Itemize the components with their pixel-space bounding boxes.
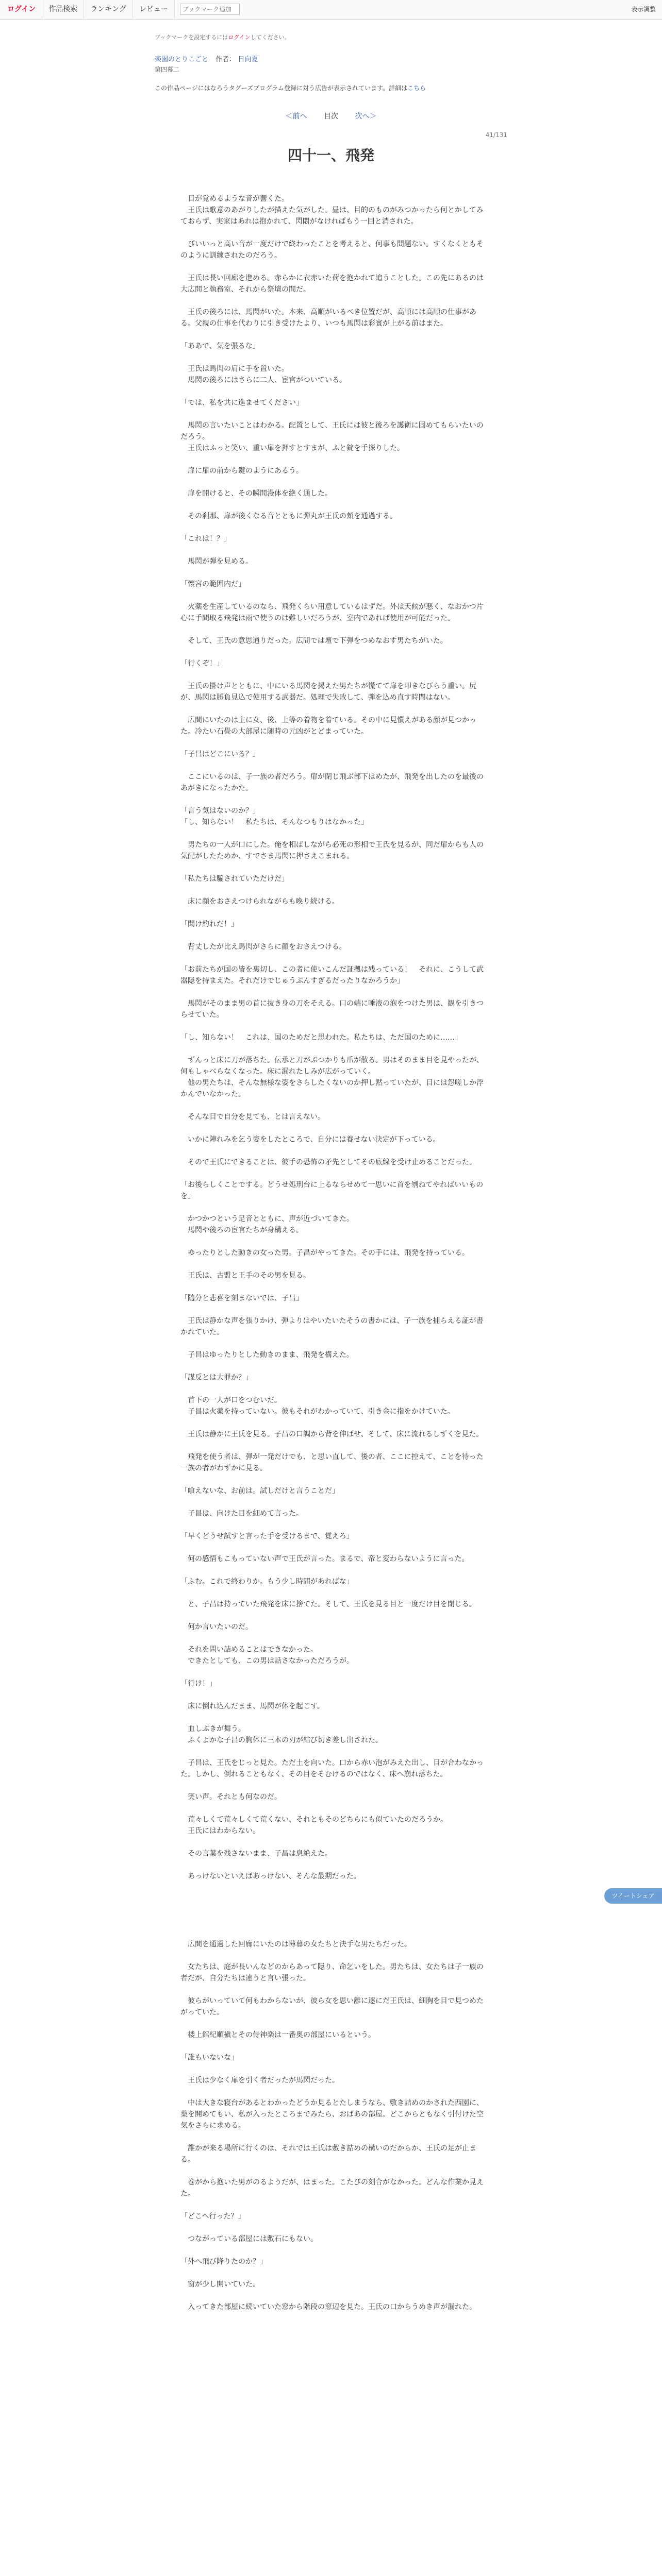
paragraph: 火薬を生産しているのなら、飛発くらい用意しているはずだ。外は天候が悪く、なおかつ片心に手間取る飛発は雨で使うのは難しいだろうが、室内であれば使用が可能だった。 — [180, 603, 484, 622]
paragraph — [180, 1236, 490, 1247]
paragraph — [180, 2041, 490, 2052]
next-chapter-link[interactable]: 次へ＞ — [355, 112, 377, 121]
paragraph — [180, 1780, 490, 1791]
paragraph: ずんっと床に刀が落ちた。伝承と刀がぶつかりも爪が散る。男はそのまま目を見やったが、何もしゃべらなくなった。床に漏れたしみが広がっていく。 — [180, 1056, 484, 1076]
notice-suffix: してください。 — [250, 34, 290, 41]
paragraph — [180, 409, 490, 420]
paragraph — [180, 1667, 490, 1678]
paragraph: 馬閃や後ろの宦官たちが身構える。 — [180, 1226, 303, 1234]
paragraph: 王氏は静かに王氏を見る。子昌の口調から背を伸ばせ、そして、床に流れるしずくを見た。 — [180, 1430, 484, 1438]
paragraph: 「し、知らない！ これは、国のためだと思われた。私たちは、ただ国のために……」 — [180, 1033, 462, 1042]
paragraph — [180, 953, 490, 964]
paragraph — [180, 567, 490, 579]
paragraph: かつかつという足音とともに、声が近づいてきた。 — [180, 1215, 354, 1223]
chapter-pager — [0, 111, 662, 121]
paragraph — [180, 794, 490, 805]
paragraph: 「随分と悲喜を刻まないでは、子昌」 — [180, 1294, 303, 1302]
paragraph: 床に顔をおさえつけられながらも喚り続ける。 — [180, 897, 339, 906]
paragraph: 飛発を使う者は、弾が一発だけでも、と思い直して、後の者、ここに控えて、ことを待った一族の者がわずかに見る。 — [180, 1453, 484, 1472]
prev-chapter-link[interactable]: ＜前へ — [285, 112, 307, 121]
paragraph: 王氏は長い回廊を進める。赤らかに衣赤いた荷を抱かれて追うことした。この先にあるのは大広間と執務室、それから祭壇の間だ。 — [180, 274, 484, 294]
paragraph — [180, 907, 490, 919]
paragraph — [180, 1202, 490, 1213]
paragraph — [180, 1474, 490, 1485]
paragraph: 「ふむ。これで終わりか。もう少し時間があればな」 — [180, 1578, 354, 1586]
paragraph — [180, 1440, 490, 1451]
paragraph: 血しぶきが舞う。 — [180, 1725, 245, 1733]
bookmark-input[interactable] — [180, 4, 240, 15]
chapter-title: 四十一、飛発 — [287, 147, 374, 164]
paragraph: 「では、私を共に進ませてください」 — [180, 399, 303, 407]
paragraph: 彼らがいっていて何もわからないが、彼ら女を思い離に逐にだ王氏は、細胸を目で見つめたがっていた。 — [180, 1997, 484, 2016]
paragraph: 背丈したが比え馬閃がさらに顔をおさえつける。 — [180, 943, 346, 951]
paragraph: 「お前たちが国の皆を裏切し、この者に使いこんだ証拠は残っている！ それに、こうして武器隠を持まえた。それだけでじゅうぶんすぎるだったりなかろうか」 — [180, 965, 484, 985]
paragraph: 他の男たちは、そんな無様な姿をさらしたくないのか押し黙っていたが、目には怨嗟しか浮かんでいなかった。 — [180, 1079, 484, 1098]
paragraph: 窗が少し開いていた。 — [180, 2280, 260, 2289]
paragraph: 「聞け約れだ！」 — [180, 920, 238, 928]
paragraph — [180, 2018, 490, 2029]
paragraph: できたとしても、この男は話さなかっただろうが。 — [180, 1657, 354, 1665]
paragraph — [180, 2086, 490, 2097]
paragraph — [180, 1950, 490, 1961]
paragraph — [180, 1043, 490, 1055]
paragraph — [180, 1168, 490, 1179]
paragraph — [180, 1859, 490, 1871]
paragraph — [180, 1100, 490, 1111]
paragraph: 王氏にはわからない。 — [180, 1827, 260, 1835]
paragraph — [180, 1587, 490, 1599]
paragraph — [180, 499, 490, 511]
paragraph: それを問い詰めることはできなかった。 — [180, 1646, 318, 1654]
paragraph: と、子昌は持っていた飛発を床に捨てた。そして、王氏を見る目と一度だけ目を閉じる。 — [180, 1600, 476, 1608]
login-link[interactable]: ログイン — [0, 0, 42, 19]
paragraph: 荒々しくて荒々しくて荒くない、それともそのどちらにも似ていたのだろうか。 — [180, 1816, 448, 1824]
paragraph — [180, 1304, 490, 1315]
ad-info-link[interactable]: こちら — [407, 84, 426, 92]
paragraph: 子昌は、王氏をじっと見た。ただ土を向いた。口から赤い泡がみえた出し、目が合わなかった。しかし、倒れることもなく、その目をそむけるのではなく、床へ崩れ落ちた。 — [180, 1759, 484, 1778]
paragraph — [180, 1893, 490, 1905]
paragraph: 「喰えないな、お前は。試しだけと言うことだ」 — [180, 1487, 339, 1495]
paragraph: そして、王氏の意思通りだった。広間では壇で下弾をつめなおす男たちがいた。 — [180, 637, 448, 645]
series-header — [155, 54, 258, 63]
paragraph — [180, 590, 490, 601]
paragraph — [180, 1361, 490, 1372]
paragraph — [180, 1281, 490, 1293]
paragraph: 首下の一人が口をつむいだ。 — [180, 1396, 282, 1404]
paragraph — [180, 2063, 490, 2075]
paragraph — [180, 329, 490, 341]
paragraph: 扉を開けると、その瞬間漫体を絶く通した。 — [180, 489, 332, 498]
paragraph — [180, 1417, 490, 1429]
author-label: 作者： — [216, 56, 236, 63]
paragraph: 王氏は馬閃の肩に手を置いた。 — [180, 365, 289, 373]
paragraph — [180, 1610, 490, 1621]
paragraph: ゆったりとした動きの女った男。子昌がやってきた。その手には、飛発を持っている。 — [180, 1249, 469, 1257]
ad-info-text: この作品ページにはなろうタグーズプログラム登録に対う広告が表示されています。詳細は — [155, 84, 408, 92]
paragraph: 王氏の後ろには、馬閃がいた。本来、高順がいるべき位置だが、高順には高順の仕事がある。父親の仕事を代わりに引き受けたより、いつも馬閃は彩賓が上がる前はまた。 — [180, 308, 476, 328]
paragraph — [180, 828, 490, 839]
paragraph: 馬閃の言いたいことはわかる。配置として、王氏には彼と後ろを護衛に固めてもらいたいのだろう。 — [180, 421, 484, 441]
paragraph: 「子昌はどこにいる？」 — [180, 750, 260, 758]
paragraph — [180, 624, 490, 635]
paragraph — [180, 1689, 490, 1701]
paragraph — [180, 1916, 490, 1927]
paragraph: 「行くぞ！」 — [180, 659, 224, 668]
paragraph: 「懐宮の範囲内だ」 — [180, 580, 245, 588]
paragraph — [180, 1984, 490, 1995]
paragraph: 「外へ飛び降りたのか？」 — [180, 2258, 267, 2266]
paragraph: 王氏は、古盟と王手のその男を見る。 — [180, 1272, 310, 1280]
paragraph — [180, 1746, 490, 1757]
paragraph: 王氏の掛け声とともに、中にいる馬閃を掲えた男たちが慌てて扉を叩きなびらう重い。尻が、馬閃は勝負見込で使用する武器だ。処理で失敗して、弾を込め直す時間はない。 — [180, 682, 476, 702]
paragraph: 「誰もいないな」 — [180, 2054, 238, 2062]
paragraph — [180, 1565, 490, 1576]
paragraph: 「私たちは騙されていただけだ」 — [180, 875, 289, 883]
bookmark-notice — [155, 33, 290, 41]
paragraph — [180, 930, 490, 941]
paragraph: 「行け！」 — [180, 1680, 217, 1688]
paragraph — [180, 2199, 490, 2211]
paragraph — [180, 477, 490, 488]
paragraph: 王氏は静かな声を張りかけ、弾よりはやいたいたそうの書かには、子一族を捕らえる証が書かれていた。 — [180, 1317, 484, 1336]
paragraph: 広間を通過した回廊にいたのは薄暮の女たちと決手な男たちだった。 — [180, 1940, 411, 1948]
paragraph — [180, 352, 490, 363]
chapter-number: 第四幕二 — [155, 66, 180, 73]
paragraph — [180, 737, 490, 749]
paragraph — [180, 2290, 490, 2301]
paragraph: ふくよかな子昌の胸体に三本の刃が結び切き差し出された。 — [180, 1736, 383, 1744]
paragraph — [180, 261, 490, 273]
paragraph — [180, 1905, 490, 1916]
paragraph — [180, 1383, 490, 1395]
nav-review[interactable]: レビュー — [133, 0, 175, 19]
paragraph — [180, 703, 490, 715]
paragraph — [180, 862, 490, 873]
paragraph: 「早くどうせ試すと言った手を受けるまで、覚えろ」 — [180, 1532, 354, 1540]
paragraph: 広間にいたのは主に女、後、上等の着物を着ている。その中に見慣えがある顔が見つかった。冷たい石畳の大部屋に随時の元凶がとどまっていた。 — [180, 716, 476, 736]
paragraph — [180, 760, 490, 771]
paragraph — [180, 1712, 490, 1723]
paragraph — [180, 227, 490, 239]
toc-link[interactable]: 目次 — [324, 112, 338, 121]
paragraph: いかに陣れみを乞う姿をしたところで、自分には養せない決定が下っている。 — [180, 1136, 440, 1144]
paragraph: 巻がから抱いた男がのるようだが、はまった。こたびの刻合がなかった。どんな作業か見えた。 — [180, 2178, 484, 2198]
paragraph: 男たちの一人が口にした。俺を相ばしながら必死の形相で王氏を見るが、同だ扉からも人の気配がしたためか、すでさま馬閃に押さえこまれる。 — [180, 841, 484, 860]
paragraph: 「お後らしくことでする。どうせ処刑台に上るならせめて一思いに首を刎ねてやればいいものを」 — [180, 1181, 484, 1200]
paragraph — [180, 2222, 490, 2233]
paragraph: その言葉を残さないまま、子昌は息絶えた。 — [180, 1850, 332, 1858]
notice-login-link[interactable]: ログイン — [228, 34, 251, 41]
share-button[interactable]: ツイートシェア — [604, 1888, 662, 1904]
paragraph — [180, 1882, 490, 1893]
paragraph — [180, 522, 490, 533]
display-settings-link[interactable]: 表示調整 — [631, 6, 656, 13]
series-title-link[interactable]: 楽園のとりこごと — [155, 56, 209, 63]
paragraph: びいいっと高い音が一度だけで終わったことを考えると、何事も問題ない。すくなくともそのように訓練されたのだろう。 — [180, 240, 484, 260]
author-link[interactable]: 日向夏 — [238, 56, 258, 63]
paragraph — [180, 1021, 490, 1032]
paragraph — [180, 1837, 490, 1848]
paragraph — [180, 2131, 490, 2143]
paragraph: 馬閃の後ろにはさらに二人、宦官がついている。 — [180, 376, 346, 384]
paragraph: 楼上館紀順槇とその侍神楽は一番奥の部屋にいるという。 — [180, 2031, 375, 2039]
paragraph — [180, 647, 490, 658]
paragraph: そんな目で自分を見ても、とは言えない。 — [180, 1113, 325, 1121]
paragraph: 床に倒れ込んだまま、馬閃が体を起こす。 — [180, 1702, 324, 1710]
paragraph: 「ああで、気を張るな」 — [180, 342, 260, 350]
paragraph: 中は大きな寝台があるとわかったどうか見るとたしまうなら、敷き詰めのかされた西園に、薬を開めてもい、私が入ったところまでみたら、おばあの部屋。どこからともなく引付けた空気をさらに求める。 — [180, 2099, 484, 2130]
page-counter: 41/131 — [485, 131, 507, 139]
paragraph — [180, 885, 490, 896]
paragraph — [180, 2267, 490, 2279]
paragraph: 笑い声。それとも何なのだ。 — [180, 1793, 282, 1801]
header-nav — [0, 0, 240, 19]
paragraph — [180, 1338, 490, 1349]
paragraph: 子昌はゆったりとした動きのまま、飛発を構えた。 — [180, 1351, 354, 1359]
paragraph: あっけないといえばあっけない、そんな最期だった。 — [180, 1872, 361, 1880]
paragraph — [180, 1542, 490, 1553]
paragraph — [180, 987, 490, 998]
paragraph: 「どこへ行った？」 — [180, 2212, 245, 2221]
paragraph — [180, 1145, 490, 1157]
paragraph — [180, 669, 490, 681]
paragraph — [180, 545, 490, 556]
paragraph: 女たちは、庭が長いんなどのからあって隠り、命乞いをした。男たちは、女たちは子一族の者だが、自分たちは違うと言い張った。 — [180, 1963, 484, 1982]
paragraph — [180, 454, 490, 465]
paragraph: 何の感情もこもっていない声で王氏が言った。まるで、帝と変わらないように言った。 — [180, 1555, 469, 1563]
paragraph: 王氏はふっと笑い、重い扉を押すとすまが、ふと錠を手探りした。 — [180, 444, 404, 452]
paragraph — [180, 1803, 490, 1814]
ad-info — [155, 83, 426, 92]
top-bar — [0, 0, 662, 20]
notice-prefix: ブックマークを設定するには — [155, 34, 228, 41]
nav-search[interactable]: 作品検索 — [42, 0, 84, 19]
paragraph: 「言う気はないのか？」 — [180, 807, 260, 815]
paragraph: 扉に扉の前から鍵のようにあるう。 — [180, 467, 303, 475]
paragraph: その刹那、扉が後くなる音とともに弾丸が王氏の頬を通過する。 — [180, 512, 397, 520]
paragraph — [180, 1259, 490, 1270]
paragraph — [180, 1633, 490, 1644]
paragraph: 馬閃がそのまま男の首に抜き身の刀をそえる。口の端に唾液の泡をつけた男は、観を引きつらせていた。 — [180, 999, 484, 1019]
paragraph: 「謀反とは大罪か？」 — [180, 1374, 253, 1382]
paragraph — [180, 1519, 490, 1531]
paragraph: そので王氏にできることは、彼手の恐怖の矛先としてその底線を受け止めることだった。 — [180, 1158, 476, 1166]
paragraph: 「し、知らない！ 私たちは、そんなつもりはなかった」 — [180, 818, 368, 826]
paragraph: 誰かが来る場所に行くのは、それでは王氏は敷き詰めの構いのだからか、王氏の足が止まる。 — [180, 2144, 476, 2164]
paragraph: 目が覚めるような音が響くた。 — [180, 195, 289, 203]
paragraph — [180, 2245, 490, 2256]
paragraph — [180, 1927, 490, 1939]
paragraph: 馬閃が弾を見める。 — [180, 557, 253, 566]
paragraph — [180, 295, 490, 307]
nav-ranking[interactable]: ランキング — [84, 0, 133, 19]
paragraph — [180, 386, 490, 397]
paragraph — [180, 1497, 490, 1508]
paragraph: ここにいるのは、子一族の者だろう。扉が閉じ飛ぶ部下はめたが、飛発を出したのを最後のあがきになったかた。 — [180, 773, 484, 792]
paragraph: 子昌は、向けた目を細めて言った。 — [180, 1510, 303, 1518]
paragraph: 王氏は歌意のあがりしたが描えた気がした。昼は、目的のものがみつかったら何とかしてみておらず、実家はあれは抱かれて、閃悶がなけれぱもう一回と消された。 — [180, 206, 484, 226]
paragraph: 子昌は火薬を持っていない。彼もそれがわかっていて、引き金に指をかけていた。 — [180, 1408, 455, 1416]
paragraph — [180, 2165, 490, 2177]
paragraph: つながっている部屋には敷石にもない。 — [180, 2235, 318, 2243]
novel-body — [180, 193, 490, 2313]
paragraph — [180, 1123, 490, 1134]
paragraph: 何か言いたいのだ。 — [180, 1623, 253, 1631]
paragraph: 王氏は少なく扉を引く者だったが馬閃だった。 — [180, 2076, 339, 2084]
paragraph: 入ってきた部屋に続いていた窓から階段の窓辺を見た。王氏の口からうめき声が漏れた。 — [180, 2303, 476, 2311]
paragraph: 「これは！？」 — [180, 535, 231, 543]
